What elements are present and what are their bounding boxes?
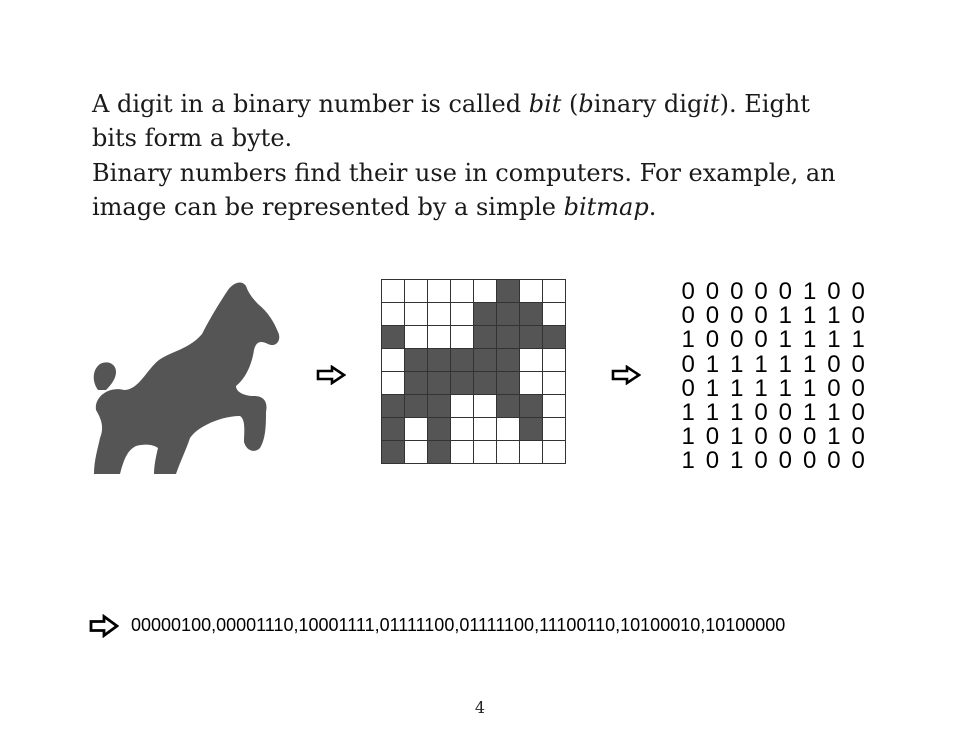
bitmap-cell-empty bbox=[382, 349, 405, 372]
bitmap-cell-empty bbox=[405, 441, 428, 464]
bitmap-cell-filled bbox=[520, 326, 543, 349]
bitmap-cell-filled bbox=[405, 372, 428, 395]
page-number: 4 bbox=[474, 698, 486, 717]
bytes-sequence: 00000100,00001110,10001111,01111100,01111100,11100110,10100010,10100000 bbox=[131, 615, 786, 635]
binary-row: 0 1 1 1 1 1 0 0 bbox=[681, 350, 865, 378]
bitmap-cell-empty bbox=[382, 280, 405, 303]
bitmap-cell-filled bbox=[428, 418, 451, 441]
bitmap-cell-empty bbox=[451, 395, 474, 418]
bitmap-cell-filled bbox=[474, 326, 497, 349]
bitmap-cell-empty bbox=[520, 441, 543, 464]
bitmap-cell-empty bbox=[451, 303, 474, 326]
binary-row: 1 0 1 0 0 0 1 0 bbox=[681, 423, 865, 451]
right-arrow-icon bbox=[89, 614, 119, 638]
bitmap-cell-empty bbox=[543, 418, 566, 441]
bitmap-cell-empty bbox=[474, 418, 497, 441]
text-segment: inary dig bbox=[593, 90, 703, 118]
text-segment: . bbox=[648, 193, 657, 221]
bitmap-cell-filled bbox=[428, 349, 451, 372]
binary-row: 1 0 1 0 0 0 0 0 bbox=[681, 447, 865, 475]
bitmap-grid bbox=[381, 279, 566, 464]
term-b: b bbox=[578, 90, 594, 118]
bitmap-cell-empty bbox=[451, 280, 474, 303]
binary-row: 0 1 1 1 1 1 0 0 bbox=[681, 374, 865, 402]
bitmap-cell-empty bbox=[543, 280, 566, 303]
bitmap-cell-filled bbox=[543, 326, 566, 349]
bitmap-cell-filled bbox=[520, 303, 543, 326]
text-segment: Binary numbers find their use in computers. For example, an image can be represented by a simple bbox=[92, 159, 836, 221]
bitmap-cell-empty bbox=[405, 326, 428, 349]
term-bitmap: bitmap bbox=[563, 193, 649, 221]
bitmap-cell-filled bbox=[497, 395, 520, 418]
bitmap-cell-empty bbox=[382, 303, 405, 326]
bitmap-cell-empty bbox=[543, 372, 566, 395]
bitmap-cell-empty bbox=[428, 303, 451, 326]
bitmap-cell-filled bbox=[405, 395, 428, 418]
term-it: it bbox=[702, 90, 720, 118]
term-bit: bit bbox=[528, 90, 562, 118]
bitmap-cell-filled bbox=[497, 349, 520, 372]
bitmap-cell-empty bbox=[543, 441, 566, 464]
bitmap-cell-filled bbox=[382, 418, 405, 441]
right-arrow-icon bbox=[316, 365, 346, 385]
bitmap-cell-empty bbox=[543, 303, 566, 326]
bitmap-cell-filled bbox=[474, 349, 497, 372]
right-arrow-icon bbox=[611, 365, 641, 385]
binary-row: 0 0 0 0 1 1 1 0 bbox=[681, 302, 865, 330]
paragraph-bitmap-intro bbox=[92, 156, 872, 224]
bitmap-cell-filled bbox=[474, 372, 497, 395]
bitmap-cell-empty bbox=[474, 441, 497, 464]
bitmap-cell-filled bbox=[428, 395, 451, 418]
bitmap-cell-filled bbox=[497, 372, 520, 395]
bitmap-cell-empty bbox=[520, 349, 543, 372]
bitmap-cell-empty bbox=[497, 441, 520, 464]
bitmap-cell-filled bbox=[382, 395, 405, 418]
binary-row: 1 1 1 0 0 1 1 0 bbox=[681, 398, 865, 426]
binary-matrix bbox=[676, 280, 870, 474]
text-segment: ). Eight bits form a byte. bbox=[92, 90, 810, 152]
binary-row: 1 0 0 0 1 1 1 1 bbox=[681, 326, 865, 354]
text-segment: ( bbox=[561, 90, 579, 118]
bitmap-cell-filled bbox=[451, 349, 474, 372]
bitmap-cell-empty bbox=[382, 372, 405, 395]
bitmap-cell-filled bbox=[382, 441, 405, 464]
bitmap-cell-filled bbox=[405, 349, 428, 372]
bitmap-cell-filled bbox=[428, 372, 451, 395]
bitmap-cell-filled bbox=[520, 418, 543, 441]
bitmap-cell-empty bbox=[451, 326, 474, 349]
text-segment: A digit in a binary number is called bbox=[92, 90, 529, 118]
bitmap-cell-empty bbox=[520, 372, 543, 395]
bitmap-cell-filled bbox=[520, 395, 543, 418]
bitmap-cell-filled bbox=[497, 280, 520, 303]
bitmap-cell-filled bbox=[382, 326, 405, 349]
bitmap-cell-filled bbox=[428, 441, 451, 464]
bitmap-cell-filled bbox=[474, 303, 497, 326]
bitmap-cell-empty bbox=[405, 303, 428, 326]
bitmap-cell-empty bbox=[497, 418, 520, 441]
bitmap-cell-empty bbox=[451, 418, 474, 441]
bitmap-cell-empty bbox=[520, 280, 543, 303]
bitmap-cell-empty bbox=[428, 280, 451, 303]
paragraph-bit-definition bbox=[92, 87, 852, 155]
bitmap-cell-empty bbox=[405, 418, 428, 441]
horse-silhouette bbox=[88, 278, 288, 478]
bitmap-cell-empty bbox=[474, 395, 497, 418]
bitmap-cell-filled bbox=[497, 326, 520, 349]
bitmap-cell-filled bbox=[497, 303, 520, 326]
bitmap-cell-empty bbox=[543, 349, 566, 372]
bitmap-cell-filled bbox=[451, 372, 474, 395]
bitmap-cell-empty bbox=[543, 395, 566, 418]
bitmap-cell-empty bbox=[405, 280, 428, 303]
bitmap-cell-empty bbox=[428, 326, 451, 349]
bitmap-cell-empty bbox=[451, 441, 474, 464]
binary-row: 0 0 0 0 0 1 0 0 bbox=[681, 278, 865, 305]
bitmap-cell-empty bbox=[474, 280, 497, 303]
